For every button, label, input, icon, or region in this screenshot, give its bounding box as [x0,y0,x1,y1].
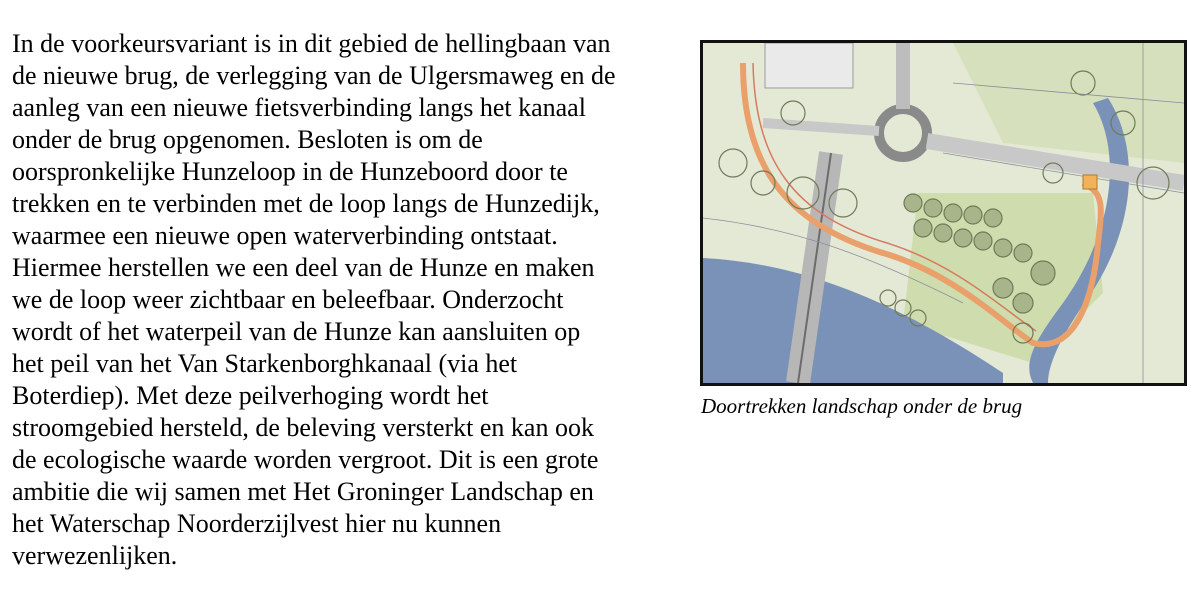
paragraph-line: verwezenlijken. [12,541,178,570]
paragraph-line: aanleg van een nieuwe fietsverbinding langs het kanaal [12,93,586,122]
body-paragraph [12,28,692,572]
paragraph-line: het Waterschap Noorderzijlvest hier nu kunnen [12,509,502,538]
building-shape [765,43,853,88]
figure-caption: Doortrekken landschap onder de brug [701,394,1023,418]
paragraph-line: oorspronkelijke Hunzeloop in de Hunzeboord door te [12,157,568,186]
paragraph-line: de nieuwe brug, de verlegging van de Ulgersmaweg en de [12,61,616,90]
paragraph-line: Hiermee herstellen we een deel van de Hunze en maken [12,253,595,282]
site-plan-figure [700,40,1187,386]
paragraph-line: het peil van het Van Starkenborghkanaal (via het [12,349,518,378]
paragraph-line: wordt of het waterpeil van de Hunze kan aansluiten op [12,317,581,346]
paragraph-line: stroomgebied hersteld, de beleving versterkt en kan ook [12,413,594,442]
paragraph-line: waarmee een nieuwe open waterverbinding ontstaat. [12,221,558,250]
paragraph-line: de ecologische waarde worden vergroot. Dit is een grote [12,445,599,474]
junction-marker [1083,175,1097,189]
paragraph-line: onder de brug opgenomen. Besloten is om de [12,125,483,154]
paragraph-line: Boterdiep). Met deze peilverhoging wordt het [12,381,489,410]
paragraph-line: ambitie die wij samen met Het Groninger Landschap en [12,477,594,506]
site-plan-map [703,43,1184,383]
paragraph-line: trekken en te verbinden met de loop langs de Hunzedijk, [12,189,600,218]
paragraph-line: we de loop weer zichtbaar en beleefbaar. Onderzocht [12,285,564,314]
paragraph-line: In de voorkeursvariant is in dit gebied de hellingbaan van [12,29,611,58]
